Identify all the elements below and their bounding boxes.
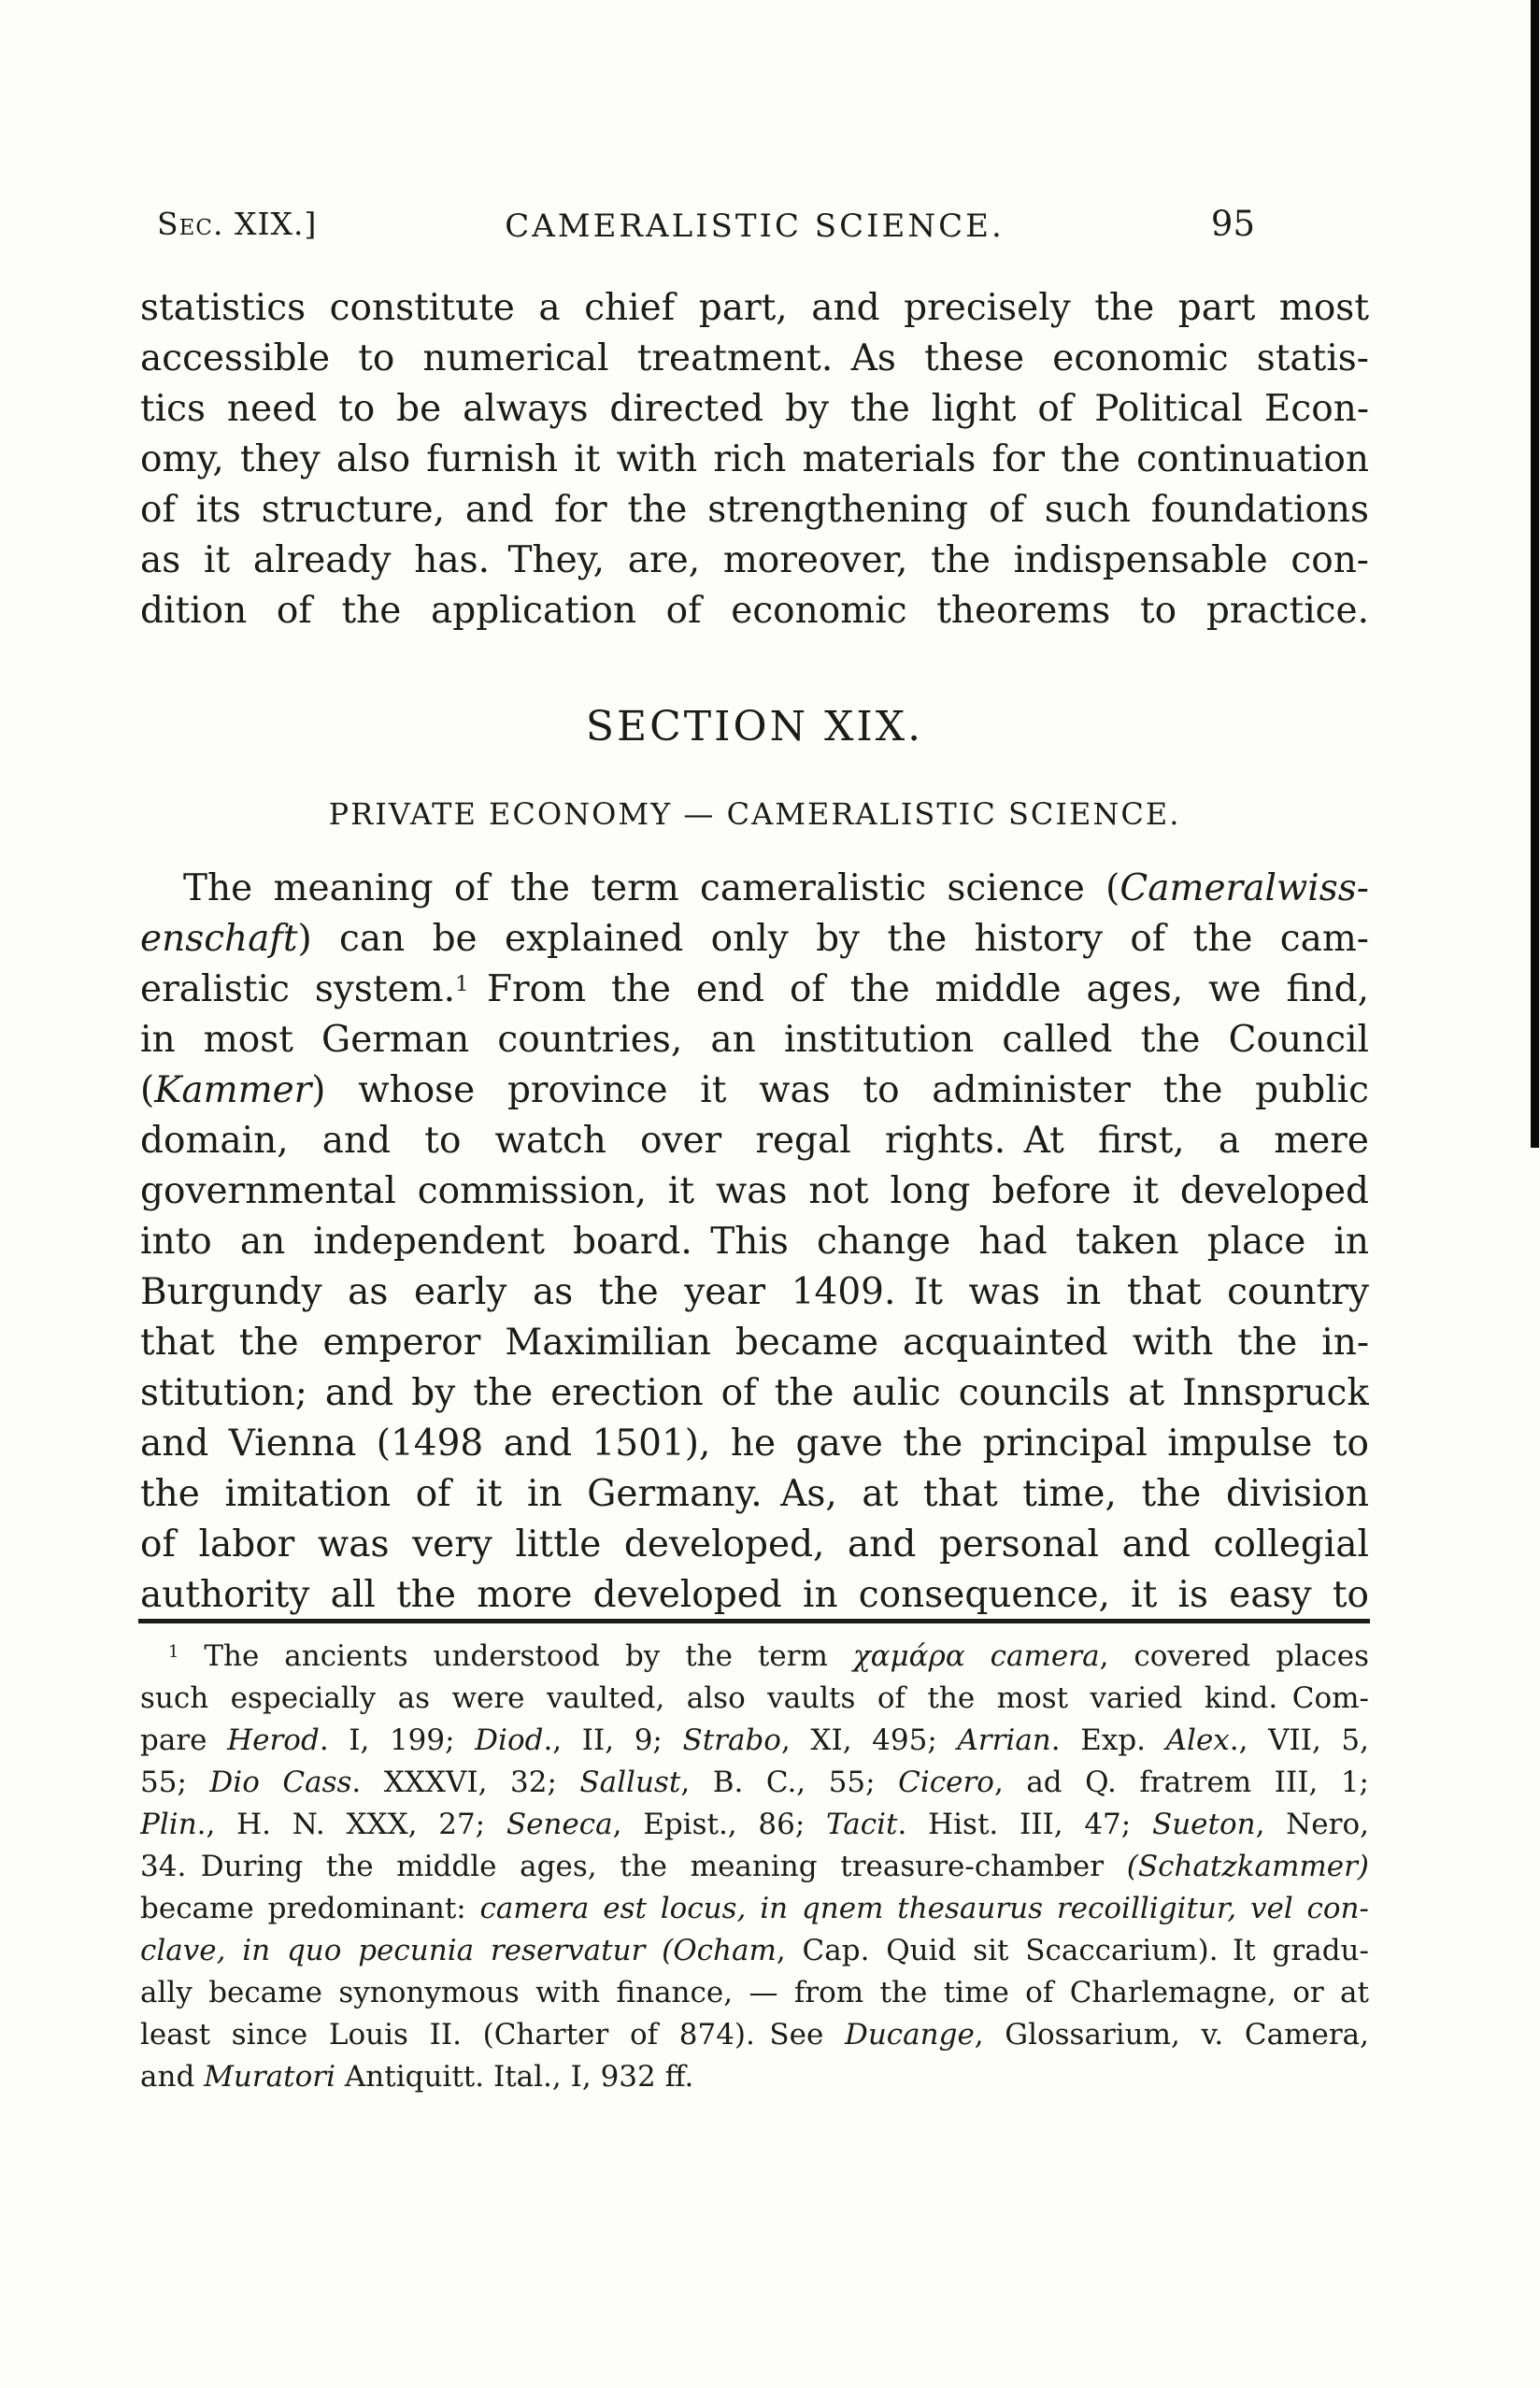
text-line: such especially as were vaulted, also vaults of the most varied kind. Com- — [140, 1681, 1369, 1715]
text-line: Plin., H. N. XXX, 27; Seneca, Epist., 86; Tacit. Hist. III, 47; Sueton, Nero, — [140, 1808, 1369, 1841]
text-line: eralistic system.$^1$ From the end of the middle ages, we find, — [140, 968, 1369, 1010]
text-line: stitution; and by the erection of the aulic councils at Innspruck — [140, 1372, 1369, 1414]
text-line: dition of the application of economic theorems to practice. — [140, 590, 1369, 632]
intro-paragraph — [140, 283, 1369, 636]
section-heading: SECTION XIX. — [585, 703, 924, 751]
text-line: $^1$ The ancients understood by the term χαμάρα camera, covered places — [168, 1639, 1369, 1673]
text-line: accessible to numerical treatment. As these economic statis- — [140, 337, 1369, 379]
footnote-block — [140, 1636, 1369, 2098]
text-line: tics need to be always directed by the light of Political Econ- — [140, 388, 1369, 430]
text-line: least since Louis II. (Charter of 874). See Ducange, Glossarium, v. Camera, — [140, 2018, 1369, 2052]
text-line: and Vienna (1498 and 1501), he gave the principal impulse to — [140, 1423, 1369, 1465]
text-line: statistics constitute a chief part, and precisely the part most — [140, 287, 1369, 329]
body-paragraph — [140, 864, 1369, 1621]
text-line: omy, they also furnish it with rich materials for the continuation — [140, 438, 1369, 480]
text-line: into an independent board. This change had taken place in — [140, 1221, 1369, 1263]
text-line: governmental commission, it was not long before it developed — [140, 1170, 1369, 1212]
text-line: The meaning of the term cameralistic science (Cameralwiss- — [183, 867, 1369, 909]
text-line: (Kammer) whose province it was to administer the public — [140, 1069, 1369, 1111]
text-line: Burgundy as early as the year 1409. It was in that country — [140, 1271, 1369, 1313]
section-subheading: PRIVATE ECONOMY — CAMERALISTIC SCIENCE. — [328, 796, 1181, 832]
running-title: CAMERALISTIC SCIENCE. — [505, 207, 1005, 245]
text-line: and Muratori Antiquitt. Ital., I, 932 ff. — [140, 2060, 694, 2094]
text-line: of labor was very little developed, and personal and collegial — [140, 1523, 1369, 1566]
text-line: authority all the more developed in consequence, it is easy to — [140, 1574, 1369, 1616]
text-line: domain, and to watch over regal rights. At first, a mere — [140, 1120, 1369, 1162]
text-line: became predominant: camera est locus, in qnem thesaurus recoilligitur, vel con- — [140, 1892, 1369, 1925]
text-line: 55; Dio Cass. XXXVI, 32; Sallust, B. C., 55; Cicero, ad Q. fratrem III, 1; — [140, 1766, 1369, 1799]
text-line: that the emperor Maximilian became acquainted with the in- — [140, 1322, 1369, 1364]
text-line: 34. During the middle ages, the meaning treasure-chamber (Schatzkammer) — [140, 1850, 1369, 1883]
text-line: as it already has. They, are, moreover, the indispensable con- — [140, 539, 1369, 581]
text-line: enschaft) can be explained only by the history of the cam- — [140, 918, 1369, 960]
text-line: in most German countries, an institution called the Council — [140, 1019, 1369, 1061]
text-line: ally became synonymous with finance, — from the time of Charlemagne, or at — [140, 1976, 1369, 2009]
text-line: pare Herod. I, 199; Diod., II, 9; Strabo, XI, 495; Arrian. Exp. Alex., VII, 5, — [140, 1723, 1369, 1757]
text-line: the imitation of it in Germany. As, at that time, the division — [140, 1473, 1369, 1515]
scan-artifact-line — [1531, 0, 1539, 1148]
text-line: clave, in quo pecunia reservatur (Ocham, Cap. Quid sit Scaccarium). It gradu- — [140, 1934, 1369, 1967]
header-section-label: Sec. XIX.] — [157, 206, 318, 242]
page-number: 95 — [1210, 204, 1255, 244]
text-line: of its structure, and for the strengthening of such foundations — [140, 489, 1369, 531]
footnote-divider-rule — [138, 1619, 1370, 1623]
